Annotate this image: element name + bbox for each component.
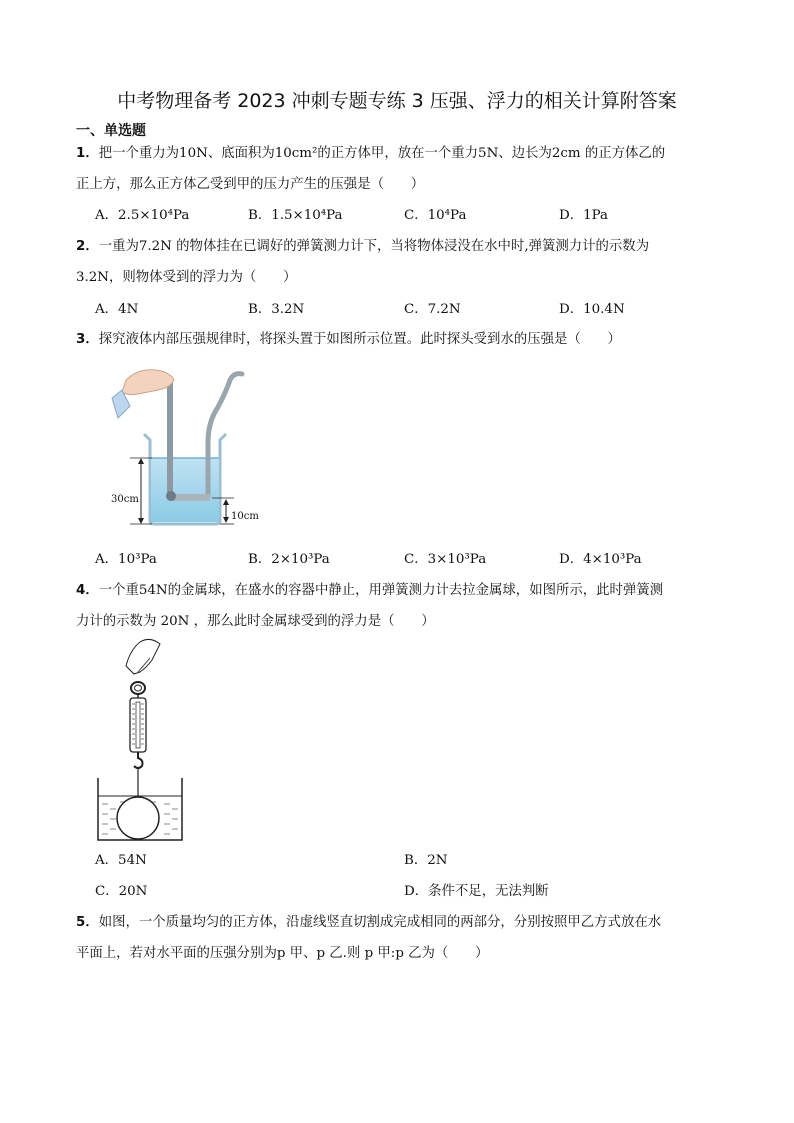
probe-head bbox=[166, 491, 176, 501]
option-a: A．4N bbox=[95, 302, 139, 317]
question-number: 5． bbox=[76, 915, 99, 930]
question-text: 探究液体内部压强规律时，将探头置于如图所示位置。此时探头受到水的压强是（ ） bbox=[98, 332, 621, 347]
label-30cm: 30cm bbox=[111, 494, 139, 505]
page-title: 中考物理备考 2023 冲刺专题专练 3 压强、浮力的相关计算附答案 bbox=[117, 90, 677, 112]
option-c: C．20N bbox=[95, 884, 148, 899]
option-a: A．10³Pa bbox=[95, 552, 157, 567]
hand-icon bbox=[126, 639, 160, 674]
option-b: B．2×10³Pa bbox=[248, 552, 330, 567]
question-5-line-1 bbox=[76, 914, 661, 932]
question-2-line-1 bbox=[76, 238, 649, 256]
option-c: C．3×10³Pa bbox=[404, 552, 487, 567]
question-number: 2． bbox=[76, 239, 99, 254]
option-d: D．1Pa bbox=[559, 208, 609, 223]
question-4-line-1 bbox=[76, 582, 663, 600]
label-10cm: 10cm bbox=[231, 511, 259, 522]
option-a: A．54N bbox=[95, 853, 147, 868]
hook bbox=[134, 752, 143, 768]
question-number: 4． bbox=[76, 583, 99, 598]
question-number: 3． bbox=[76, 332, 99, 347]
question-5-line-2: 平面上，若对水平面的压强分别为p 甲、p 乙.则 p 甲:p 乙为（ ） bbox=[76, 946, 489, 961]
question-4-line-2: 力计的示数为 20N ，那么此时金属球受到的浮力是（ ） bbox=[76, 614, 435, 629]
beaker-probe-figure bbox=[108, 362, 288, 532]
question-text: 把一个重力为10N、底面积为10cm²的正方体甲，放在一个重力5N、边长为2cm 的正方体乙的 bbox=[98, 146, 666, 161]
option-d: D．4×10³Pa bbox=[559, 552, 642, 567]
probe-connector bbox=[170, 494, 210, 501]
metal-ball bbox=[117, 797, 159, 839]
probe-rod bbox=[167, 380, 173, 496]
option-b: B．2N bbox=[404, 853, 448, 868]
question-1-line-2: 正上方，那么正方体乙受到甲的压力产生的压强是（ ） bbox=[76, 177, 425, 192]
option-c: C．7.2N bbox=[404, 302, 461, 317]
hand-icon bbox=[122, 370, 174, 395]
option-b: B．3.2N bbox=[248, 302, 305, 317]
spring-scale-figure bbox=[94, 638, 188, 844]
question-2-line-2: 3.2N，则物体受到的浮力为（ ） bbox=[76, 270, 297, 285]
option-b: B．1.5×10⁴Pa bbox=[248, 208, 343, 223]
option-d: D．10.4N bbox=[559, 302, 625, 317]
option-a: A．2.5×10⁴Pa bbox=[95, 208, 190, 223]
section-heading: 一、单选题 bbox=[76, 123, 146, 139]
option-d: D．条件不足，无法判断 bbox=[404, 884, 549, 899]
question-3-line-1 bbox=[76, 331, 621, 349]
scale-ring bbox=[131, 682, 145, 694]
question-number: 1． bbox=[76, 146, 99, 161]
question-1-line-1 bbox=[76, 145, 665, 163]
question-text: 如图，一个质量均匀的正方体，沿虚线竖直切割成完成相同的两部分，分别按照甲乙方式放在水 bbox=[98, 915, 662, 930]
question-text: 一重为7.2N 的物体挂在已调好的弹簧测力计下，当将物体浸没在水中时,弹簧测力计的示数为 bbox=[98, 239, 650, 254]
question-text: 一个重54N的金属球，在盛水的容器中静止，用弹簧测力计去拉金属球，如图所示，此时弹簧测 bbox=[98, 583, 664, 598]
option-c: C．10⁴Pa bbox=[404, 208, 467, 223]
